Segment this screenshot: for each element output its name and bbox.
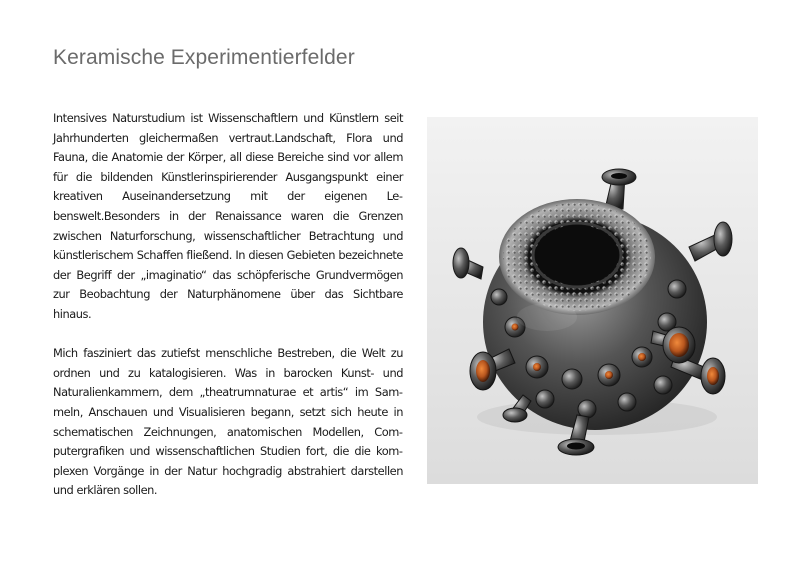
paragraph-2: Mich fasziniert das zutiefst menschliche Bestreben, die Welt zu ordnen und zu katalogisieren. Was in barocken Kunst- und Naturalienkammern, dem „theatrumnaturae et artis“ im Sammeln, Anschauen und Visualisieren begann, setzt sich heute in schematischen Zeichnungen, anatomischen Modellen, Computergrafiken und wissenschaftlichen Studien fort, die die komplexen Vorgänge in der Natur hochgradig abstrahiert darstellen und erklären sollen. bbox=[53, 346, 403, 498]
ceramic-sculpture-photo bbox=[427, 117, 758, 484]
page-title: Keramische Experimentierfelder bbox=[53, 46, 355, 69]
ceramic-sculpture-illustration bbox=[427, 117, 758, 484]
body-text bbox=[53, 109, 403, 501]
paragraph-1: Intensives Naturstudium ist Wissenschaftlern und Künstlern seit Jahrhunderten gleichermaßen vertraut.Landschaft, Flora und Fauna, die Anatomie der Körper, all diese Bereiche sind vor allem für die bildenden Künstlerinspirierender Ausgangspunkt einer kreativen Auseinandersetzung mit der eigenen Lebenswelt.Besonders in der Renaissance waren die Grenzen zwischen Naturforschung, wissenschaftlicher Betrachtung und künstlerischem Schaffen fließend. In diesen Gebieten bezeichnete der Begriff der „imaginatio“ das schöpferische Grundvermögen zur Beobachtung der Naturphänomene über das Sichtbare hinaus. bbox=[53, 111, 403, 321]
